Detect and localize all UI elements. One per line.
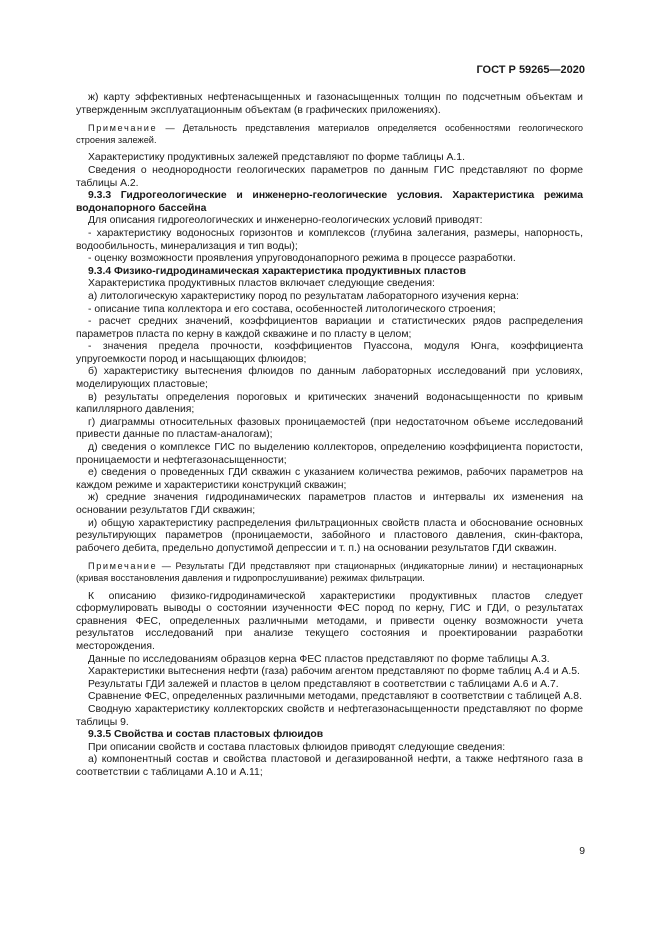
body-paragraph: Результаты ГДИ залежей и пластов в целом представляют в соответствии с таблицами А.6 и А.7. [88,678,559,690]
note-text: — Результаты ГДИ представляют при стационарных (индикаторные линии) и нестационарных (кривая восстановления давления и гидропрослушивание) режимах фильтрации. [76,561,584,583]
body-paragraph: Для описания гидрогеологических и инженерно-геологических условий приводят: [88,215,483,227]
body-paragraph: К описанию физико-гидродинамической характеристики продуктивных пластов следует сформулировать выводы о состоянии изученности ФЕС пород по керну, ГИС и ГДИ, о результатах сравнения ФЕС, определенных различными методами, и привести оценку возможности учета результатов исследований при анализе текущего состояния и проектировании разработки месторождения. [76,590,583,652]
body-paragraph: в) результаты определения пороговых и критических значений водонасыщенности по кривым капиллярного давления; [76,391,583,416]
body-paragraph: - расчет средних значений, коэффициентов вариации и статистических рядов распределения параметров пласта по керну в каждой скважине и по пласту в целом; [76,316,583,340]
body-paragraph: Сравнение ФЕС, определенных различными методами, представляют в соответствии с таблицей А.8. [88,691,582,703]
page-number: 9 [579,846,585,857]
body-paragraph: д) сведения о комплексе ГИС по выделению коллекторов, определению коэффициента пористости, проницаемости и нефтегазонасыщенности; [76,442,583,466]
body-paragraph: ж) карту эффективных нефтенасыщенных и газонасыщенных толщин по подсчетным объектам и утвержденным эксплуатационным объектам (в графических приложениях). [76,92,583,116]
body-paragraph: - характеристику водоносных горизонтов и комплексов (глубина залегания, размеры, напорность, водообильность, минерализация и тип воды); [76,227,583,252]
section-heading: 9.3.5 Свойства и состав пластовых флюидов [88,729,324,741]
body-paragraph: и) общую характеристику распределения фильтрационных свойств пласта и обоснование основных результирующих параметров (проницаемости, забойного и пластового давления, скин-фактора, рабочего дебита, предельно допустимой депрессии и т. п.) на основании результатов ГДИ скважин. [76,517,583,554]
body-paragraph: - описание типа коллектора и его состава, особенностей литологического строения; [88,303,496,315]
body-paragraph: б) характеристику вытеснения флюидов по данным лабораторных исследований при условиях, моделирующих пластовые; [76,366,583,391]
body-paragraph: Характеристики вытеснения нефти (газа) рабочим агентом представляют по форме таблиц А.4 и А.5. [88,666,580,678]
note-label: Примечание [88,561,158,572]
body-paragraph: - значения предела прочности, коэффициентов Пуассона, модуля Юнга, коэффициента упругоемкости пород и насыщающих флюидов; [76,341,583,365]
body-paragraph: а) литологическую характеристику пород по результатам лабораторного изучения керна: [88,290,519,302]
body-paragraph: ж) средние значения гидродинамических параметров пластов и интервалы их изменения на основании результатов ГДИ скважин; [76,492,583,516]
section-heading: 9.3.4 Физико-гидродинамическая характеристика продуктивных пластов [88,265,466,277]
body-paragraph: - оценку возможности проявления упруговодонапорного режима в процессе разработки. [88,253,516,265]
standard-designation: ГОСТ Р 59265—2020 [476,64,585,76]
body-paragraph: Характеристику продуктивных залежей представляют по форме таблицы А.1. [88,152,465,164]
note-paragraph [76,561,583,584]
note-label: Примечание [88,123,158,134]
body-paragraph: При описании свойств и состава пластовых флюидов приводят следующие сведения: [88,741,506,753]
body-paragraph: Сведения о неоднородности геологических параметров по данным ГИС представляют по форме таблицы А.2. [76,164,583,189]
body-paragraph: Характеристика продуктивных пластов включает следующие сведения: [88,278,435,290]
note-text: — Детальность представления материалов определяется особенностями геологического строения залежей. [76,123,584,145]
body-paragraph: е) сведения о проведенных ГДИ скважин с указанием количества режимов, рабочих параметров на каждом режиме и характеристики конструкций скважин; [76,467,583,491]
body-paragraph: Данные по исследованиям образцов керна ФЕС пластов представляют по форме таблицы А.3. [88,653,550,665]
page-body [76,92,583,779]
note-paragraph [76,123,583,146]
body-paragraph: г) диаграммы относительных фазовых проницаемостей (при недостаточном объеме исследований привести данные по пластам-аналогам); [76,416,583,441]
section-heading: 9.3.3 Гидрогеологические и инженерно-геологические условия. Характеристика режима водонапорного бассейна [76,190,583,214]
body-paragraph: а) компонентный состав и свойства пластовой и дегазированной нефти, а также нефтяного газа в соответствии с таблицами А.10 и А.11; [76,754,583,778]
body-paragraph: Сводную характеристику коллекторских свойств и нефтегазонасыщенности представляют по форме таблицы 9. [76,703,583,728]
